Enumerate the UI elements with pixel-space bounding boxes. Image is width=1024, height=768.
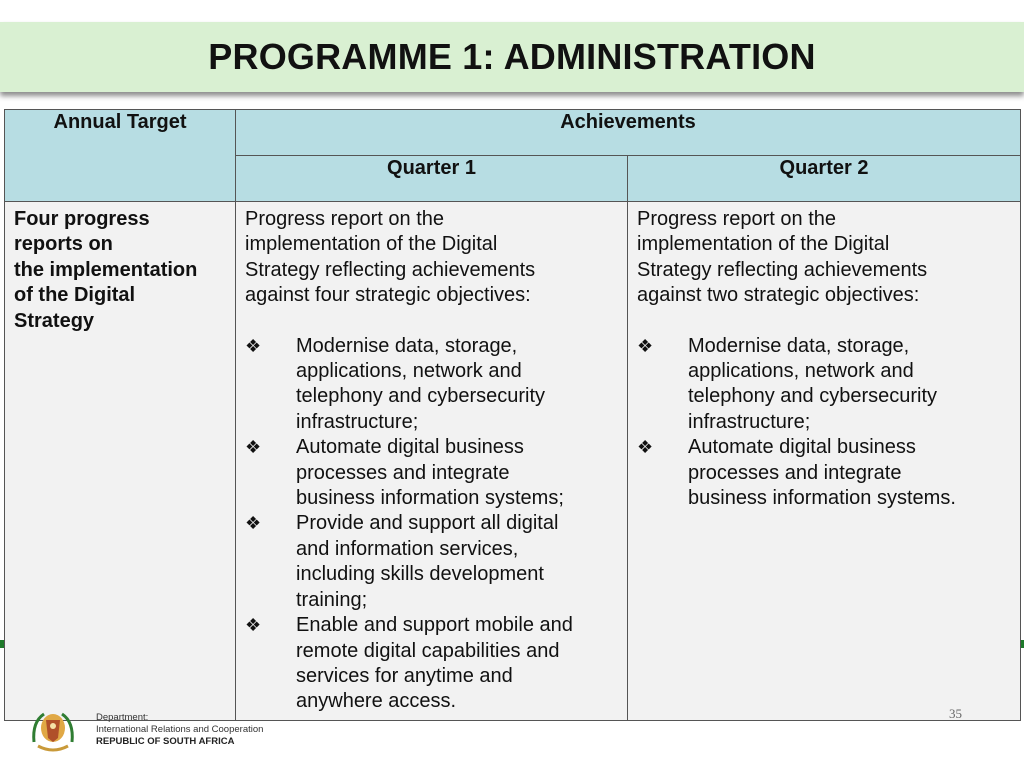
q2-objectives-list bbox=[637, 334, 1011, 512]
bullet-line: training; bbox=[296, 588, 368, 611]
country-name: REPUBLIC OF SOUTH AFRICA bbox=[96, 736, 235, 747]
q1-intro-line: implementation of the Digital bbox=[245, 233, 498, 256]
list-item bbox=[245, 435, 618, 511]
bullet-text bbox=[296, 334, 618, 436]
bullet-line: services for anytime and bbox=[296, 664, 513, 687]
bullet-line: and information services, bbox=[296, 537, 519, 560]
page-number: 35 bbox=[949, 706, 962, 721]
diamond-bullet-icon: ❖ bbox=[637, 437, 654, 458]
bullet-line: Provide and support all digital bbox=[296, 512, 559, 535]
bullet-line: Automate digital business bbox=[688, 436, 916, 459]
programme-table bbox=[4, 109, 1021, 721]
list-item bbox=[637, 334, 1011, 436]
bullet-text bbox=[296, 435, 618, 511]
q2-intro-line: Strategy reflecting achievements bbox=[637, 258, 928, 281]
bullet-line: Automate digital business bbox=[296, 436, 524, 459]
q1-intro bbox=[245, 207, 618, 309]
achievements-header: Achievements bbox=[236, 110, 1021, 156]
header-row-1 bbox=[5, 110, 1021, 156]
department-name: International Relations and Cooperation bbox=[96, 724, 264, 735]
bullet-line: Modernise data, storage, bbox=[688, 334, 910, 357]
list-item bbox=[637, 435, 1011, 511]
quarter-1-header: Quarter 1 bbox=[236, 156, 628, 202]
q2-intro-line: Progress report on the bbox=[637, 208, 836, 230]
diamond-bullet-icon: ❖ bbox=[245, 513, 262, 534]
annual-target-line: the implementation bbox=[14, 258, 198, 281]
quarter-2-header: Quarter 2 bbox=[628, 156, 1021, 202]
list-item bbox=[245, 334, 618, 436]
bullet-text bbox=[296, 511, 618, 613]
bullet-line: business information systems. bbox=[688, 487, 956, 510]
bullet-line: processes and integrate bbox=[296, 461, 510, 484]
bullet-line: Modernise data, storage, bbox=[296, 334, 518, 357]
quarter-2-cell bbox=[628, 202, 1021, 721]
annual-target-line: Strategy bbox=[14, 309, 95, 332]
table-row bbox=[5, 202, 1021, 721]
bullet-line: applications, network and bbox=[688, 360, 914, 383]
q2-intro bbox=[637, 207, 1011, 309]
bullet-line: processes and integrate bbox=[688, 461, 902, 484]
diamond-bullet-icon: ❖ bbox=[245, 437, 262, 458]
bullet-line: telephony and cybersecurity bbox=[688, 385, 938, 408]
bullet-line: infrastructure; bbox=[296, 410, 419, 433]
bullet-line: telephony and cybersecurity bbox=[296, 385, 546, 408]
bullet-line: remote digital capabilities and bbox=[296, 639, 560, 662]
annual-target-line: Four progress bbox=[14, 208, 150, 230]
bullet-line: Enable and support mobile and bbox=[296, 614, 573, 637]
q1-objectives-list bbox=[245, 334, 618, 715]
bullet-line: applications, network and bbox=[296, 360, 522, 383]
coat-of-arms-icon bbox=[30, 708, 76, 752]
slide-title: PROGRAMME 1: ADMINISTRATION bbox=[208, 36, 816, 77]
bullet-text bbox=[688, 334, 1011, 436]
q2-intro-line: implementation of the Digital bbox=[637, 233, 890, 256]
quarter-1-cell bbox=[236, 202, 628, 721]
q1-intro-line: Strategy reflecting achievements bbox=[245, 258, 536, 281]
annual-target-line: reports on bbox=[14, 233, 113, 256]
diamond-bullet-icon: ❖ bbox=[245, 335, 262, 356]
diamond-bullet-icon: ❖ bbox=[245, 615, 262, 636]
diamond-bullet-icon: ❖ bbox=[637, 335, 654, 356]
department-block bbox=[96, 712, 263, 748]
bullet-line: including skills development bbox=[296, 563, 544, 586]
list-item bbox=[245, 511, 618, 613]
department-label: Department: bbox=[96, 712, 149, 723]
annual-target-cell bbox=[5, 202, 236, 721]
footer bbox=[0, 700, 1024, 768]
bullet-line: anywhere access. bbox=[296, 690, 457, 713]
bullet-line: infrastructure; bbox=[688, 410, 811, 433]
annual-target-header: Annual Target bbox=[5, 110, 236, 202]
annual-target-line: of the Digital bbox=[14, 284, 136, 307]
q1-intro-line: against four strategic objectives: bbox=[245, 284, 531, 307]
q2-intro-line: against two strategic objectives: bbox=[637, 284, 920, 307]
title-banner bbox=[0, 22, 1024, 92]
bullet-text bbox=[688, 435, 1011, 511]
bullet-line: business information systems; bbox=[296, 487, 564, 510]
q1-intro-line: Progress report on the bbox=[245, 208, 444, 230]
